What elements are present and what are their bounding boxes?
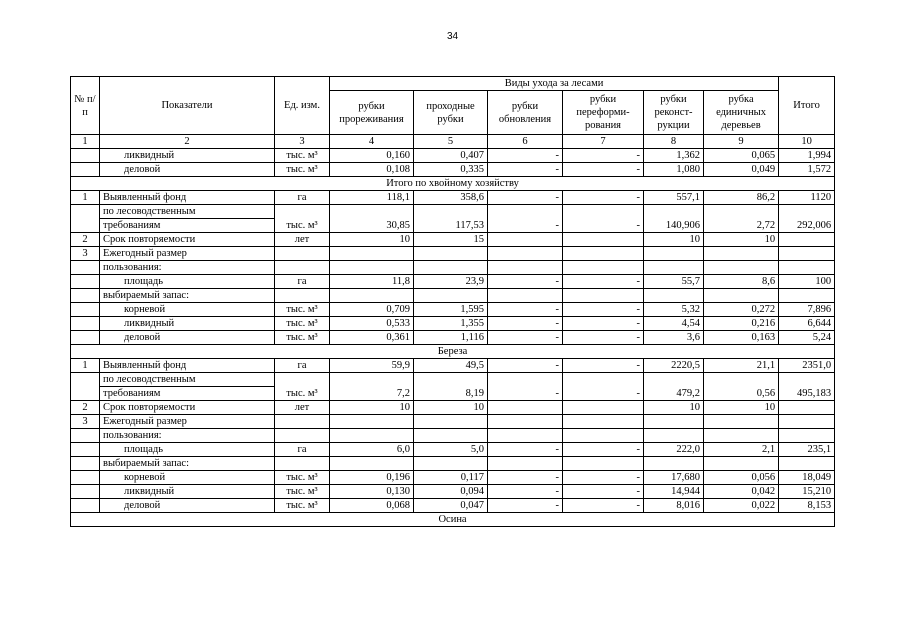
row-num	[71, 205, 100, 233]
row-value: 0,407	[414, 149, 488, 163]
row-value: 2220,5	[644, 359, 704, 373]
row-value	[488, 233, 563, 247]
row-label: деловой	[100, 163, 275, 177]
row-value	[330, 261, 414, 275]
row-value: 5,32	[644, 303, 704, 317]
row-value	[563, 261, 644, 275]
row-label: площадь	[100, 443, 275, 457]
row-value: 55,7	[644, 275, 704, 289]
column-index: 8	[644, 135, 704, 149]
table-row	[71, 149, 835, 163]
row-value: 18,049	[779, 471, 835, 485]
table-row	[71, 233, 835, 247]
table-row	[71, 457, 835, 471]
row-value	[330, 457, 414, 471]
header-col-thinning: рубки прореживания	[330, 91, 414, 135]
row-value: 1,572	[779, 163, 835, 177]
row-label: Выявленный фонд	[100, 191, 275, 205]
row-unit: тыс. м³	[275, 373, 330, 401]
row-label: площадь	[100, 275, 275, 289]
row-value	[704, 429, 779, 443]
row-value	[779, 401, 835, 415]
row-value: 0,216	[704, 317, 779, 331]
row-value: 10	[704, 401, 779, 415]
header-col-passage: проходные рубки	[414, 91, 488, 135]
row-value	[704, 457, 779, 471]
row-num	[71, 163, 100, 177]
row-unit: га	[275, 359, 330, 373]
row-value: -	[488, 373, 563, 401]
row-value: 358,6	[414, 191, 488, 205]
row-value: 2,1	[704, 443, 779, 457]
header-col-reconstruction: рубки реконст-рукции	[644, 91, 704, 135]
row-label: пользования:	[100, 261, 275, 275]
row-num	[71, 471, 100, 485]
row-value: 0,068	[330, 499, 414, 513]
row-value: -	[488, 317, 563, 331]
row-unit	[275, 457, 330, 471]
row-value: -	[488, 499, 563, 513]
row-value	[704, 289, 779, 303]
row-value: -	[563, 485, 644, 499]
row-value	[644, 415, 704, 429]
row-value	[779, 233, 835, 247]
row-num: 3	[71, 247, 100, 261]
row-label: выбираемый запас:	[100, 457, 275, 471]
row-value: 117,53	[414, 205, 488, 233]
row-label: ликвидный	[100, 317, 275, 331]
row-value: 5,0	[414, 443, 488, 457]
row-value: 118,1	[330, 191, 414, 205]
row-value	[488, 247, 563, 261]
column-index: 9	[704, 135, 779, 149]
table-row	[71, 499, 835, 513]
row-value: 2351,0	[779, 359, 835, 373]
row-num	[71, 303, 100, 317]
row-value: 10	[704, 233, 779, 247]
row-value	[779, 261, 835, 275]
row-value: 0,56	[704, 373, 779, 401]
row-value: 1120	[779, 191, 835, 205]
page-number: 34	[446, 31, 459, 42]
row-num	[71, 485, 100, 499]
row-value: -	[488, 191, 563, 205]
row-num	[71, 275, 100, 289]
table-row	[71, 415, 835, 429]
row-unit: тыс. м³	[275, 331, 330, 345]
row-value: 1,595	[414, 303, 488, 317]
row-value	[779, 457, 835, 471]
row-num: 2	[71, 401, 100, 415]
row-value: -	[563, 317, 644, 331]
row-unit: га	[275, 191, 330, 205]
table-row	[71, 205, 835, 219]
row-value: 292,006	[779, 205, 835, 233]
header-col-reformation: рубки переформи-рования	[563, 91, 644, 135]
table-row	[71, 135, 835, 149]
row-unit: тыс. м³	[275, 149, 330, 163]
row-value: 0,130	[330, 485, 414, 499]
row-value: -	[563, 205, 644, 233]
row-value	[330, 289, 414, 303]
row-value: 1,994	[779, 149, 835, 163]
header-total: Итого	[779, 77, 835, 135]
row-value	[488, 261, 563, 275]
row-value	[330, 415, 414, 429]
header-care-types: Виды ухода за лесами	[330, 77, 779, 91]
row-value	[563, 429, 644, 443]
row-value: 0,196	[330, 471, 414, 485]
row-unit: тыс. м³	[275, 317, 330, 331]
row-value: 10	[644, 233, 704, 247]
row-value	[488, 415, 563, 429]
row-value: -	[563, 499, 644, 513]
row-label: деловой	[100, 331, 275, 345]
row-value: -	[488, 205, 563, 233]
row-value: 10	[644, 401, 704, 415]
row-value: 0,022	[704, 499, 779, 513]
row-value: 0,335	[414, 163, 488, 177]
table-row	[71, 275, 835, 289]
row-value: -	[563, 331, 644, 345]
row-label: пользования:	[100, 429, 275, 443]
row-value: 15	[414, 233, 488, 247]
column-index: 6	[488, 135, 563, 149]
table-row	[71, 303, 835, 317]
row-value	[563, 233, 644, 247]
row-label: требованиям	[100, 219, 275, 233]
forest-care-table	[70, 76, 835, 527]
row-value	[563, 247, 644, 261]
row-value: 8,153	[779, 499, 835, 513]
row-value	[563, 289, 644, 303]
header-col-renewal: рубки обновления	[488, 91, 563, 135]
table-row	[71, 289, 835, 303]
row-value: 0,065	[704, 149, 779, 163]
row-value: 10	[330, 233, 414, 247]
column-index: 3	[275, 135, 330, 149]
row-value: 0,117	[414, 471, 488, 485]
column-index: 1	[71, 135, 100, 149]
row-value	[330, 247, 414, 261]
row-num	[71, 373, 100, 401]
table-row	[71, 471, 835, 485]
row-value: 479,2	[644, 373, 704, 401]
header-num: № п/п	[71, 77, 100, 135]
table-row	[71, 317, 835, 331]
section-aspen: Осина	[71, 513, 835, 527]
column-index: 7	[563, 135, 644, 149]
row-unit	[275, 415, 330, 429]
row-value	[414, 289, 488, 303]
row-value: 0,361	[330, 331, 414, 345]
row-value: 7,2	[330, 373, 414, 401]
header-unit: Ед. изм.	[275, 77, 330, 135]
row-label: корневой	[100, 471, 275, 485]
row-num: 2	[71, 233, 100, 247]
row-num	[71, 429, 100, 443]
row-label: по лесоводственным	[100, 373, 275, 387]
row-value: -	[488, 163, 563, 177]
row-value	[563, 401, 644, 415]
row-value	[644, 247, 704, 261]
row-label: корневой	[100, 303, 275, 317]
table-row	[71, 331, 835, 345]
table-row	[71, 191, 835, 205]
row-value: 8,6	[704, 275, 779, 289]
table-row	[71, 513, 835, 527]
row-value	[704, 247, 779, 261]
row-label: выбираемый запас:	[100, 289, 275, 303]
row-value	[644, 289, 704, 303]
table-row	[71, 247, 835, 261]
row-value	[779, 429, 835, 443]
row-value: -	[488, 275, 563, 289]
row-value	[488, 457, 563, 471]
table-row	[71, 177, 835, 191]
row-value	[330, 429, 414, 443]
row-value: -	[563, 163, 644, 177]
row-value: 1,355	[414, 317, 488, 331]
row-value: 59,9	[330, 359, 414, 373]
row-value: -	[488, 331, 563, 345]
row-value: 15,210	[779, 485, 835, 499]
row-value: -	[488, 485, 563, 499]
row-value: 1,362	[644, 149, 704, 163]
row-value: 495,183	[779, 373, 835, 401]
row-value: 3,6	[644, 331, 704, 345]
row-value: 1,080	[644, 163, 704, 177]
row-value	[644, 429, 704, 443]
row-num	[71, 149, 100, 163]
row-unit: тыс. м³	[275, 499, 330, 513]
row-value: 0,709	[330, 303, 414, 317]
row-value: 4,54	[644, 317, 704, 331]
row-value: -	[563, 471, 644, 485]
row-value: -	[563, 275, 644, 289]
row-unit: тыс. м³	[275, 205, 330, 233]
row-value: -	[488, 149, 563, 163]
row-label: по лесоводственным	[100, 205, 275, 219]
row-value: 10	[330, 401, 414, 415]
row-value	[563, 457, 644, 471]
table-row	[71, 485, 835, 499]
row-value: 30,85	[330, 205, 414, 233]
row-value: 0,533	[330, 317, 414, 331]
row-value: 222,0	[644, 443, 704, 457]
row-value: -	[488, 303, 563, 317]
row-value: 8,19	[414, 373, 488, 401]
row-value: -	[563, 373, 644, 401]
row-value	[563, 415, 644, 429]
row-value: 0,049	[704, 163, 779, 177]
row-value: 14,944	[644, 485, 704, 499]
row-value: -	[563, 149, 644, 163]
row-value: 6,644	[779, 317, 835, 331]
row-num	[71, 317, 100, 331]
row-value: 10	[414, 401, 488, 415]
row-value: -	[563, 359, 644, 373]
header-indicators: Показатели	[100, 77, 275, 135]
row-unit	[275, 429, 330, 443]
row-num	[71, 457, 100, 471]
row-value: 17,680	[644, 471, 704, 485]
row-value	[488, 401, 563, 415]
row-value: 0,047	[414, 499, 488, 513]
row-value: 21,1	[704, 359, 779, 373]
row-value	[414, 415, 488, 429]
column-index: 5	[414, 135, 488, 149]
row-value	[779, 415, 835, 429]
row-unit: тыс. м³	[275, 303, 330, 317]
row-unit: тыс. м³	[275, 471, 330, 485]
row-value	[488, 429, 563, 443]
row-label: Срок повторяемости	[100, 233, 275, 247]
column-index: 4	[330, 135, 414, 149]
row-num	[71, 443, 100, 457]
row-value: -	[563, 191, 644, 205]
row-num	[71, 289, 100, 303]
row-value: 0,272	[704, 303, 779, 317]
table-row	[71, 163, 835, 177]
section-birch: Береза	[71, 345, 835, 359]
row-value: 49,5	[414, 359, 488, 373]
table-row	[71, 429, 835, 443]
row-label: ликвидный	[100, 149, 275, 163]
row-value: 86,2	[704, 191, 779, 205]
column-index: 10	[779, 135, 835, 149]
row-label: ликвидный	[100, 485, 275, 499]
row-value: -	[488, 443, 563, 457]
row-value: 0,163	[704, 331, 779, 345]
row-value	[488, 289, 563, 303]
row-value	[414, 429, 488, 443]
row-value: 0,042	[704, 485, 779, 499]
row-label: требованиям	[100, 387, 275, 401]
row-label: деловой	[100, 499, 275, 513]
header-col-single-trees: рубка единичных деревьев	[704, 91, 779, 135]
table-row	[71, 261, 835, 275]
row-value	[704, 261, 779, 275]
row-value: -	[563, 443, 644, 457]
row-value: -	[488, 471, 563, 485]
row-unit: га	[275, 275, 330, 289]
section-conifer-total: Итого по хвойному хозяйству	[71, 177, 835, 191]
column-index: 2	[100, 135, 275, 149]
row-unit	[275, 261, 330, 275]
row-num	[71, 499, 100, 513]
table-row	[71, 345, 835, 359]
row-value: 23,9	[414, 275, 488, 289]
row-value: 235,1	[779, 443, 835, 457]
row-num: 3	[71, 415, 100, 429]
row-value: 7,896	[779, 303, 835, 317]
row-num: 1	[71, 359, 100, 373]
row-label: Ежегодный размер	[100, 415, 275, 429]
row-value: 557,1	[644, 191, 704, 205]
row-value: 0,160	[330, 149, 414, 163]
table-row	[71, 359, 835, 373]
row-value: 5,24	[779, 331, 835, 345]
row-value	[779, 247, 835, 261]
row-unit: тыс. м³	[275, 485, 330, 499]
row-unit: лет	[275, 401, 330, 415]
row-value	[704, 415, 779, 429]
row-value	[414, 457, 488, 471]
row-unit: га	[275, 443, 330, 457]
row-num	[71, 331, 100, 345]
row-value: 8,016	[644, 499, 704, 513]
table-row	[71, 401, 835, 415]
row-value: 100	[779, 275, 835, 289]
row-value	[779, 289, 835, 303]
table-row	[71, 443, 835, 457]
row-value	[644, 261, 704, 275]
row-value: -	[563, 303, 644, 317]
row-unit: лет	[275, 233, 330, 247]
row-value: 0,108	[330, 163, 414, 177]
row-num	[71, 261, 100, 275]
row-value: 6,0	[330, 443, 414, 457]
row-value: 140,906	[644, 205, 704, 233]
row-unit: тыс. м³	[275, 163, 330, 177]
row-label: Срок повторяемости	[100, 401, 275, 415]
row-label: Ежегодный размер	[100, 247, 275, 261]
row-value: 11,8	[330, 275, 414, 289]
row-value	[644, 457, 704, 471]
row-label: Выявленный фонд	[100, 359, 275, 373]
row-value: 1,116	[414, 331, 488, 345]
row-num: 1	[71, 191, 100, 205]
row-value: 2,72	[704, 205, 779, 233]
row-unit	[275, 289, 330, 303]
row-unit	[275, 247, 330, 261]
row-value	[414, 261, 488, 275]
row-value: -	[488, 359, 563, 373]
row-value: 0,056	[704, 471, 779, 485]
row-value: 0,094	[414, 485, 488, 499]
table-row	[71, 373, 835, 387]
row-value	[414, 247, 488, 261]
